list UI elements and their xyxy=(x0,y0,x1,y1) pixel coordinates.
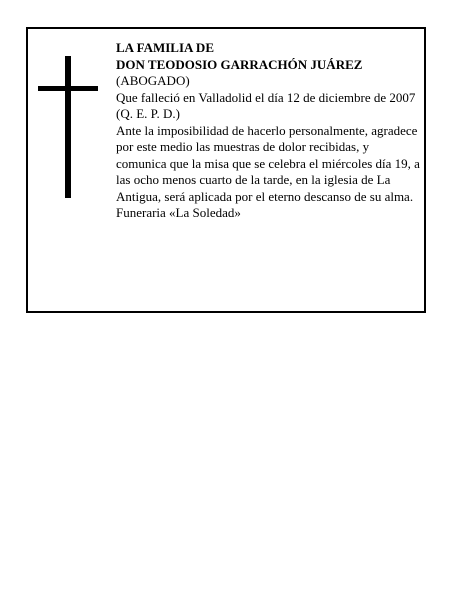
notice-text xyxy=(116,40,421,222)
cross-horizontal-bar xyxy=(38,86,98,91)
notice-funeral-home: Funeraria «La Soledad» xyxy=(116,205,241,220)
notice-heading-line-1: LA FAMILIA DE xyxy=(116,40,214,55)
cross-vertical-bar xyxy=(65,56,71,198)
notice-rip: (Q. E. P. D.) xyxy=(116,106,180,121)
notice-profession: (ABOGADO) xyxy=(116,73,190,88)
notice-death-line: Que falleció en Valladolid el día 12 de diciembre de 2007 xyxy=(116,89,416,105)
notice-body: Ante la imposibilidad de hacerlo personalmente, agradece por este medio las muestras de dolor recibidas, y comunica que la misa que se celebra el miércoles día 19, a las ocho menos cuarto de la tarde, en la iglesia de La Antigua, será aplicada por el eterno descanso de su alma. xyxy=(116,122,420,204)
obituary-notice xyxy=(26,27,426,313)
cross-icon xyxy=(38,56,98,198)
notice-heading-line-2: DON TEODOSIO GARRACHÓN JUÁREZ xyxy=(116,56,363,72)
